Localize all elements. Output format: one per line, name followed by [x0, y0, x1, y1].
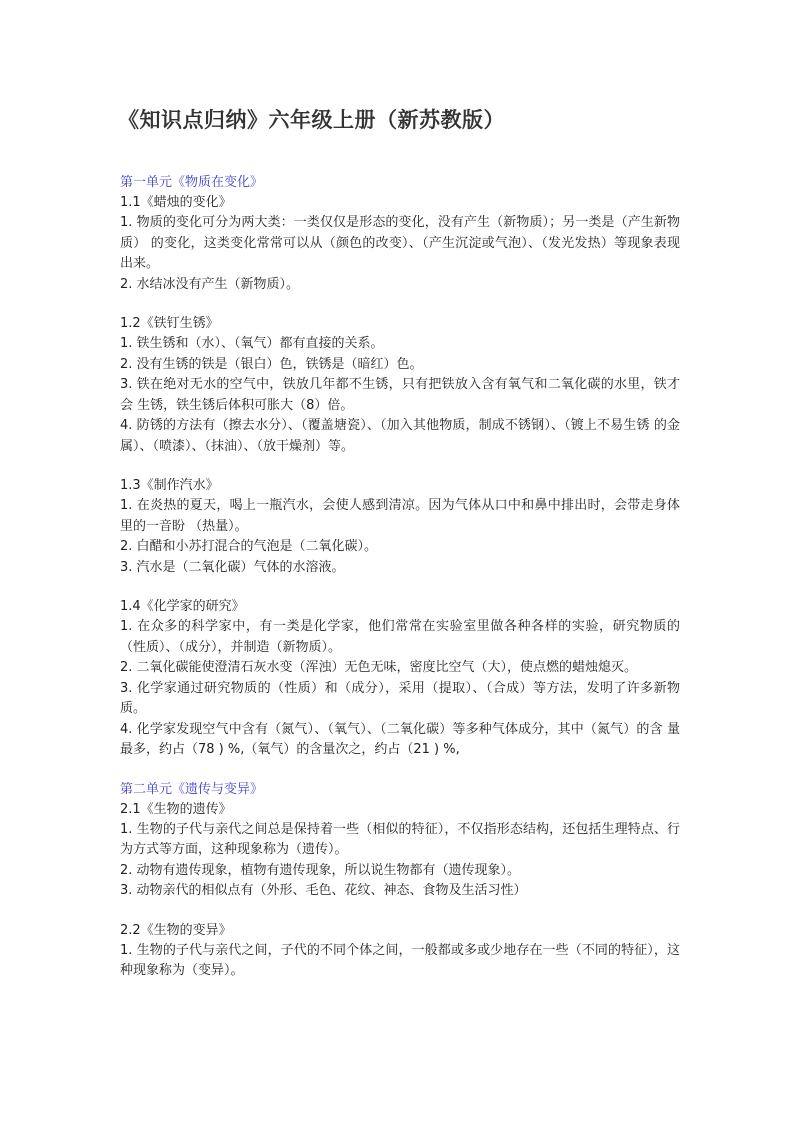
lesson-1-2 — [120, 314, 680, 457]
lesson-heading: 1.2《铁钉生锈》 — [120, 316, 219, 331]
unit-2 — [120, 780, 680, 982]
list-item: 3. 铁在绝对无水的空气中，铁放几年都不生锈，只有把铁放入含有氧气和二氧化碳的水里，铁才会 生锈，铁生锈后体积可胀大（8）倍。 — [120, 377, 680, 413]
lesson-2-1 — [120, 800, 680, 902]
lesson-1-1 — [120, 193, 680, 295]
lesson-1-3 — [120, 476, 680, 578]
list-item: 1. 在众多的科学家中，有一类是化学家，他们常常在实验室里做各种各样的实验，研究物质的 （性质）、（成分），并制造（新物质）。 — [120, 619, 680, 655]
list-item: 1. 铁生锈和（水）、（氧气）都有直接的关系。 — [120, 336, 384, 351]
lesson-heading: 1.1《蜡烛的变化》 — [120, 195, 232, 210]
lesson-heading: 1.3《制作汽水》 — [120, 478, 219, 493]
list-item: 3. 化学家通过研究物质的（性质）和（成分），采用（提取）、（合成）等方法，发明了许多新物质。 — [120, 680, 680, 716]
page-title: 《知识点归纳》六年级上册（新苏教版） — [118, 108, 505, 132]
list-item: 3. 动物亲代的相似点有（外形、毛色、花纹、神态、食物及生活习性） — [120, 883, 527, 898]
unit-heading: 第二单元《遗传与变异》 — [120, 781, 264, 797]
list-item: 1. 物质的变化可分为两大类：一类仅仅是形态的变化，没有产生（新物质）；另一类是（产生新物质） 的变化，这类变化常常可以从（颜色的改变）、（产生沉淀或气泡）、（发光发热）等现象表现出来。 — [120, 215, 680, 271]
list-item: 2. 白醋和小苏打混合的气泡是（二氧化碳）。 — [120, 539, 378, 554]
spacer — [120, 902, 680, 921]
list-item: 2. 动物有遗传现象，植物有遗传现象，所以说生物都有（遗传现象）。 — [120, 862, 521, 878]
document-body — [120, 173, 680, 982]
spacer — [120, 578, 680, 597]
list-item: 1. 生物的子代与亲代之间，子代的不同个体之间，一般都或多或少地存在一些（不同的特征），这 种现象称为（变异）。 — [120, 942, 680, 978]
lesson-heading: 2.1《生物的遗传》 — [120, 801, 232, 817]
list-item: 2. 水结冰没有产生（新物质）。 — [120, 276, 300, 292]
unit-1 — [120, 173, 680, 761]
spacer — [120, 457, 680, 476]
list-item: 4. 防锈的方法有（擦去水分）、（覆盖塘瓷）、（加入其他物质，制成不锈钢）、（镀上不易生锈 的金属）、（喷漆）、（抹油）、（放干燥剂）等。 — [120, 418, 680, 454]
spacer — [120, 295, 680, 314]
list-item: 1. 在炎热的夏天，喝上一瓶汽水，会使人感到清凉。因为气体从口中和鼻中排出时，会带走身体里的一音盼 （热量）。 — [120, 498, 680, 534]
list-item: 2. 二氧化碳能使澄清石灰水变（浑浊）无色无味，密度比空气（大），使点燃的蜡烛熄灭。 — [120, 660, 638, 675]
list-item: 3. 汽水是（二氧化碳）气体的水溶液。 — [120, 559, 345, 575]
lesson-heading: 2.2《生物的变异》 — [120, 922, 232, 938]
spacer — [120, 761, 680, 780]
lesson-1-4 — [120, 597, 680, 761]
lesson-2-2 — [120, 921, 680, 982]
lesson-heading: 1.4《化学家的研究》 — [120, 599, 245, 614]
unit-heading: 第一单元《物质在变化》 — [120, 175, 264, 190]
list-item: 4. 化学家发现空气中含有（氮气）、（氧气）、（二氧化碳）等多种气体成分，其中（氮气）的含 量最多，约占（78 ) %,（氧气）的含量次之，约占（21 ) %, — [120, 721, 680, 757]
list-item: 2. 没有生锈的铁是（银白）色，铁锈是（暗红）色。 — [120, 356, 423, 372]
list-item: 1. 生物的子代与亲代之间总是保持着一些（相似的特征），不仅指形态结构，还包括生理特点、行 为方式等方面，这种现象称为（遗传）。 — [120, 821, 680, 857]
